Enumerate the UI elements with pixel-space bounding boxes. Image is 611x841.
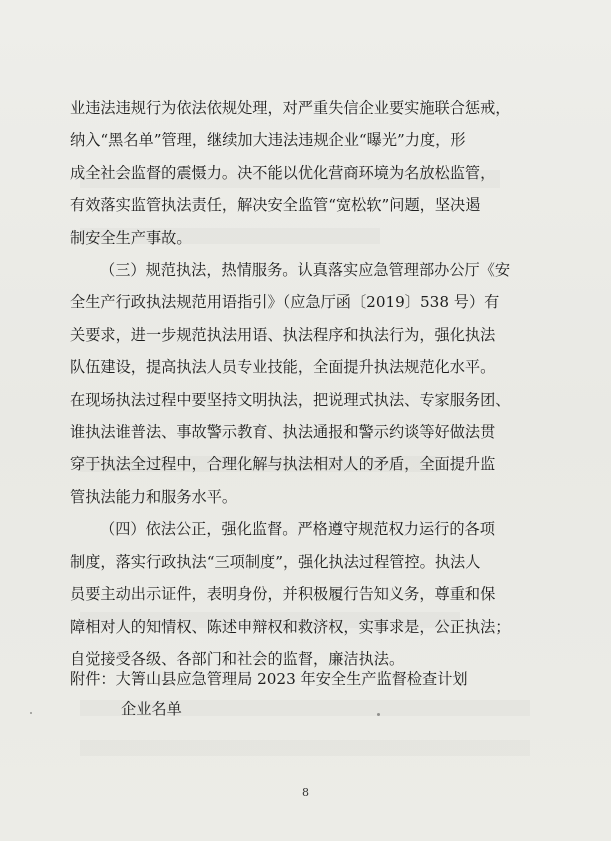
paragraph-section-3	[70, 254, 534, 513]
scan-speck	[377, 713, 380, 716]
text-line: 在现场执法过程中要坚持文明执法，把说理式执法、专家服务团、	[70, 390, 511, 409]
text-line: 谁执法谁普法、事故警示教育、执法通报和警示约谈等好做法贯	[70, 423, 496, 442]
text-line: 队伍建设，提高执法人员专业技能，全面提升执法规范化水平。	[70, 358, 496, 377]
text-line: 制安全生产事故。	[70, 228, 192, 247]
text-line: 自觉接受各级、各部门和社会的监督，廉洁执法。	[70, 649, 405, 668]
show-through-smudge	[80, 740, 530, 756]
text-line	[70, 513, 534, 545]
text-line: 全生产行政执法规范用语指引》（应急厅函〔2019〕538 号）有	[70, 293, 500, 312]
attachment-line: 附件：大箐山县应急管理局 2023 年安全生产监督检查计划	[70, 670, 468, 688]
text-line: 关要求，进一步规范执法用语、执法程序和执法行为，强化执法	[70, 325, 496, 344]
text-line: 穿于执法全过程中，合理化解与执法相对人的矛盾，全面提升监	[70, 455, 496, 474]
paragraph-continuation	[70, 92, 534, 254]
body-text	[70, 92, 534, 675]
scan-speck	[30, 712, 32, 714]
attachment-note	[70, 664, 468, 724]
page-number: 8	[302, 786, 309, 799]
text-line: 员要主动出示证件，表明身份，并积极履行告知义务，尊重和保	[70, 585, 496, 604]
text-line: 成全社会监督的震慑力。决不能以优化营商环境为名放松监管，	[70, 163, 496, 182]
section-3-heading-line: （三）规范执法，热情服务。认真落实应急管理部办公厅《安	[100, 261, 511, 280]
text-line: 制度，落实行政执法“三项制度”，强化执法过程管控。执法人	[70, 552, 481, 571]
paragraph-section-4	[70, 513, 534, 675]
section-4-heading-line: （四）依法公正，强化监督。严格遵守规范权力运行的各项	[100, 520, 495, 539]
text-line: 有效落实监管执法责任，解决安全监管“宽松软”问题，坚决遏	[70, 196, 481, 215]
text-line: 障相对人的知情权、陈述申辩权和救济权，实事求是，公正执法；	[70, 617, 511, 636]
attachment-line-continued: 企业名单	[121, 700, 182, 718]
text-line: 业违法违规行为依法依规处理，对严重失信企业要实施联合惩戒，	[70, 99, 511, 117]
text-line: 管执法能力和服务水平。	[70, 487, 238, 506]
text-line: 纳入“黑名单”管理，继续加大违法违规企业“曝光”力度，形	[70, 131, 466, 150]
text-line	[70, 254, 534, 286]
